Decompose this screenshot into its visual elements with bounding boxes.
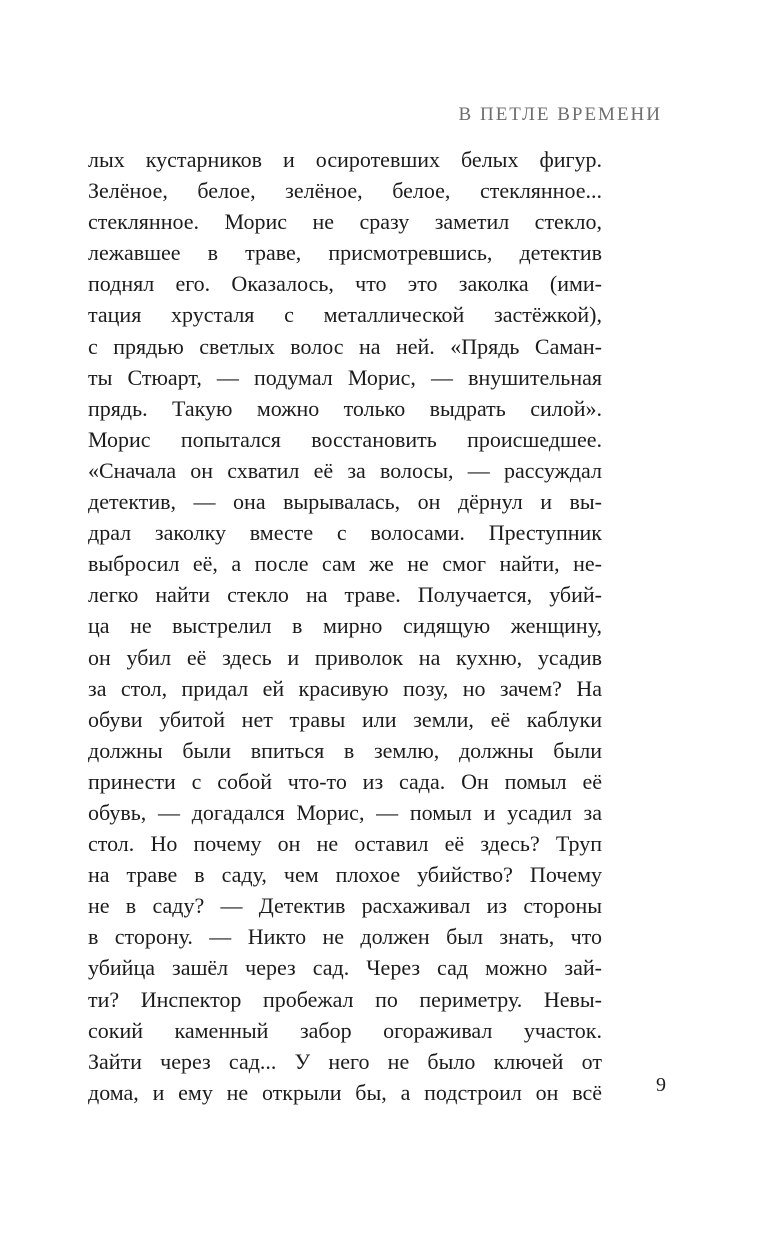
text-line: сокий каменный забор огораживал участок.	[88, 1017, 602, 1043]
text-line: драл заколку вместе с волосами. Преступник	[88, 520, 602, 546]
text-line: убийца зашёл через сад. Через сад можно зай-	[88, 955, 602, 981]
text-line: не в саду? — Детектив расхаживал из стороны	[88, 893, 602, 919]
body-text	[88, 144, 602, 1108]
text-line: должны были впиться в землю, должны были	[88, 737, 602, 763]
text-line: тация хрусталя с металлической застёжкой),	[88, 302, 602, 328]
text-line: Зайти через сад... У него не было ключей от	[88, 1048, 602, 1074]
text-line: ты Стюарт, — подумал Морис, — внушительная	[88, 364, 602, 390]
text-line: принести с собой что-то из сада. Он помыл её	[88, 768, 602, 794]
text-line: на траве в саду, чем плохое убийство? Почему	[88, 862, 602, 888]
text-line: за стол, придал ей красивую позу, но зачем? На	[88, 675, 602, 701]
text-line: дома, и ему не открыли бы, а подстроил он всё	[88, 1079, 602, 1105]
text-line: поднял его. Оказалось, что это заколка (ими-	[88, 271, 602, 297]
text-line: Морис попытался восстановить происшедшее.	[88, 426, 602, 452]
text-line: ти? Инспектор пробежал по периметру. Невы-	[88, 986, 602, 1012]
text-line: легко найти стекло на траве. Получается, убий-	[88, 582, 602, 608]
text-line: обувь, — догадался Морис, — помыл и усадил за	[88, 799, 602, 825]
text-line: он убил её здесь и приволок на кухню, усадив	[88, 644, 602, 670]
text-line: ца не выстрелил в мирно сидящую женщину,	[88, 613, 602, 639]
page-number: 9	[656, 1074, 666, 1096]
text-line: лежавшее в траве, присмотревшись, детектив	[88, 240, 602, 266]
text-line: Зелёное, белое, зелёное, белое, стеклянное...	[88, 178, 602, 204]
text-line: с прядью светлых волос на ней. «Прядь Саман-	[88, 333, 602, 359]
text-line: лых кустарников и осиротевших белых фигур.	[88, 147, 602, 172]
text-line: прядь. Такую можно только выдрать силой».	[88, 395, 602, 421]
text-line: детектив, — она вырывалась, он дёрнул и вы-	[88, 489, 602, 515]
text-line: стеклянное. Морис не сразу заметил стекло,	[88, 209, 602, 235]
text-line: в сторону. — Никто не должен был знать, что	[88, 924, 602, 950]
text-line: стол. Но почему он не оставил её здесь? Труп	[88, 831, 602, 857]
text-line: выбросил её, а после сам же не смог найти, не-	[88, 551, 602, 577]
running-head-title: В ПЕТЛЕ ВРЕМЕНИ	[458, 104, 662, 125]
text-line: обуви убитой нет травы или земли, её каблуки	[88, 706, 602, 732]
text-line: «Сначала он схватил её за волосы, — рассуждал	[88, 457, 602, 483]
